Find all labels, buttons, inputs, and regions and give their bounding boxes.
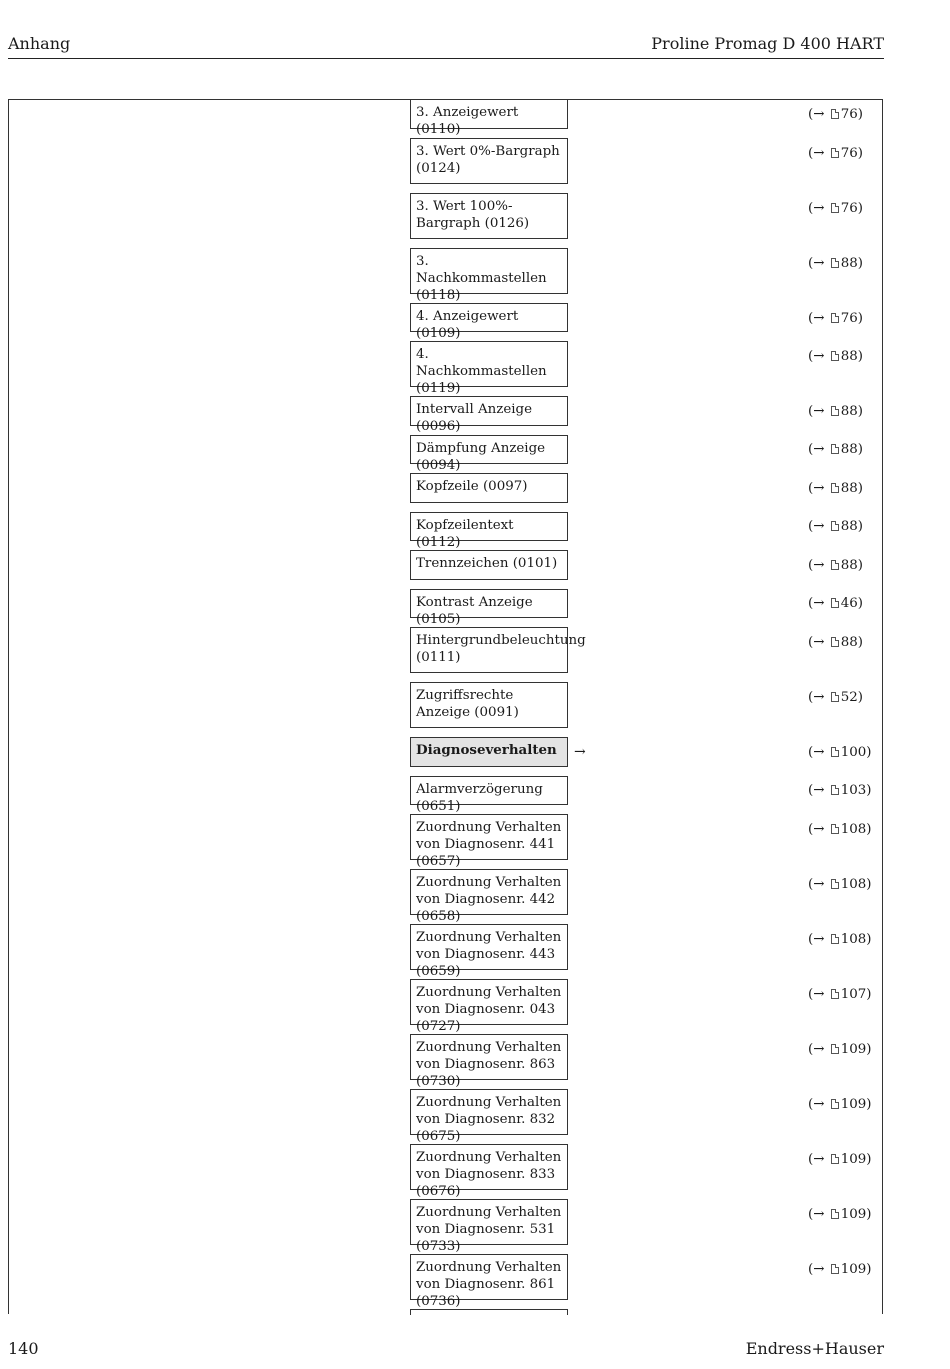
ref-close: )	[866, 1152, 872, 1167]
menu-node[interactable]: Kopfzeilentext (0112)	[410, 512, 568, 541]
ref-page: 88	[840, 635, 858, 650]
ref-close: )	[857, 690, 863, 705]
ref-open: (→	[808, 877, 829, 892]
page-reference[interactable]	[808, 200, 863, 217]
ref-close: )	[866, 932, 872, 947]
product-title: Proline Promag D 400 HART	[651, 34, 884, 53]
ref-open: (→	[808, 146, 829, 161]
ref-close: )	[857, 596, 863, 611]
ref-close: )	[857, 635, 863, 650]
page-reference[interactable]	[808, 441, 863, 458]
ref-page: 46	[840, 596, 858, 611]
menu-node[interactable]: Zuordnung Verhalten von Diagnosenr. 861 (0736)	[410, 1254, 568, 1300]
ref-open: (→	[808, 404, 829, 419]
page-reference-icon	[831, 879, 839, 889]
company-name: Endress+Hauser	[745, 1339, 884, 1358]
ref-close: )	[857, 256, 863, 271]
ref-open: (→	[808, 201, 829, 216]
ref-page: 109	[840, 1262, 867, 1277]
ref-page: 108	[840, 932, 867, 947]
page-reference-icon	[831, 444, 839, 454]
page-reference[interactable]	[808, 403, 863, 420]
ref-close: )	[866, 1097, 872, 1112]
page-reference-icon	[831, 747, 839, 757]
page-reference[interactable]	[808, 1041, 872, 1058]
ref-page: 88	[840, 558, 858, 573]
section-title: Anhang	[8, 34, 71, 53]
page-reference[interactable]	[808, 348, 863, 365]
page-reference-icon	[831, 109, 839, 119]
ref-open: (→	[808, 1152, 829, 1167]
menu-node-diagnoseverhalten[interactable]: Diagnoseverhalten	[410, 737, 568, 767]
ref-close: )	[866, 745, 872, 760]
page-reference-icon	[831, 483, 839, 493]
ref-close: )	[857, 442, 863, 457]
page-reference[interactable]	[808, 744, 872, 761]
menu-node[interactable]: Zuordnung Verhalten von Diagnosenr. 441 (0657)	[410, 814, 568, 860]
ref-page: 88	[840, 256, 858, 271]
menu-node[interactable]: Zugriffsrechte Anzeige (0091)	[410, 682, 568, 728]
page-reference-icon	[831, 258, 839, 268]
ref-open: (→	[808, 349, 829, 364]
ref-close: )	[857, 311, 863, 326]
page-number: 140	[8, 1339, 39, 1358]
ref-open: (→	[808, 1262, 829, 1277]
ref-open: (→	[808, 783, 829, 798]
ref-page: 88	[840, 404, 858, 419]
page-reference[interactable]	[808, 106, 863, 123]
page-reference-icon	[831, 148, 839, 158]
ref-open: (→	[808, 558, 829, 573]
ref-open: (→	[808, 745, 829, 760]
ref-page: 100	[840, 745, 867, 760]
menu-node[interactable]: Zuordnung Verhalten von Diagnosenr. 832 (0675)	[410, 1089, 568, 1135]
ref-page: 109	[840, 1097, 867, 1112]
ref-open: (→	[808, 481, 829, 496]
ref-open: (→	[808, 256, 829, 271]
ref-page: 52	[840, 690, 858, 705]
ref-open: (→	[808, 635, 829, 650]
menu-node[interactable]: Zuordnung Verhalten von Diagnosenr. 863 (0730)	[410, 1034, 568, 1080]
page-reference-icon	[831, 406, 839, 416]
page-reference[interactable]	[808, 931, 872, 948]
page-reference[interactable]	[808, 876, 872, 893]
menu-node[interactable]: Zuordnung Verhalten von Diagnosenr. 531 (0733)	[410, 1199, 568, 1245]
ref-open: (→	[808, 1097, 829, 1112]
header-rule	[8, 58, 884, 59]
ref-page: 76	[840, 107, 858, 122]
ref-close: )	[857, 349, 863, 364]
menu-node[interactable]: Zuordnung Verhalten von Diagnosenr. 833 (0676)	[410, 1144, 568, 1190]
page-reference-icon	[831, 824, 839, 834]
page-reference-icon	[831, 1154, 839, 1164]
page-reference[interactable]	[808, 595, 863, 612]
page-reference[interactable]	[808, 689, 863, 706]
menu-node[interactable]: 3. Nachkommastellen (0118)	[410, 248, 568, 294]
ref-close: )	[857, 146, 863, 161]
menu-node[interactable]: 3. Wert 0%-Bargraph (0124)	[410, 138, 568, 184]
continued-node-edge	[410, 1309, 568, 1315]
ref-close: )	[866, 1262, 872, 1277]
menu-node[interactable]: Kopfzeile (0097)	[410, 473, 568, 503]
menu-node[interactable]: 4. Anzeigewert (0109)	[410, 303, 568, 332]
page-reference-icon	[831, 692, 839, 702]
page-reference[interactable]	[808, 821, 872, 838]
page-reference-icon	[831, 560, 839, 570]
page-reference[interactable]	[808, 518, 863, 535]
ref-close: )	[866, 877, 872, 892]
menu-node[interactable]: Alarmverzögerung (0651)	[410, 776, 568, 805]
ref-close: )	[866, 987, 872, 1002]
ref-page: 88	[840, 349, 858, 364]
menu-node[interactable]: 3. Wert 100%-Bargraph (0126)	[410, 193, 568, 239]
page-reference-icon	[831, 521, 839, 531]
page-reference-icon	[831, 598, 839, 608]
page-reference-icon	[831, 1264, 839, 1274]
ref-open: (→	[808, 107, 829, 122]
ref-page: 107	[840, 987, 867, 1002]
ref-close: )	[857, 481, 863, 496]
page-reference[interactable]	[808, 1096, 872, 1113]
page-reference[interactable]	[808, 145, 863, 162]
ref-open: (→	[808, 987, 829, 1002]
ref-page: 76	[840, 201, 858, 216]
page-reference-icon	[831, 637, 839, 647]
menu-node[interactable]: Trennzeichen (0101)	[410, 550, 568, 580]
ref-page: 108	[840, 877, 867, 892]
ref-open: (→	[808, 690, 829, 705]
menu-node[interactable]: Zuordnung Verhalten von Diagnosenr. 043 (0727)	[410, 979, 568, 1025]
ref-open: (→	[808, 596, 829, 611]
ref-page: 103	[840, 783, 867, 798]
page-reference[interactable]	[808, 634, 863, 651]
page-reference[interactable]	[808, 310, 863, 327]
menu-node[interactable]: Kontrast Anzeige (0105)	[410, 589, 568, 618]
page-reference[interactable]	[808, 255, 863, 272]
ref-close: )	[857, 201, 863, 216]
page-reference[interactable]	[808, 1151, 872, 1168]
menu-node[interactable]: Zuordnung Verhalten von Diagnosenr. 443 (0659)	[410, 924, 568, 970]
ref-close: )	[857, 558, 863, 573]
submenu-arrow-icon: →	[574, 744, 586, 760]
ref-close: )	[866, 783, 872, 798]
ref-page: 88	[840, 442, 858, 457]
ref-page: 109	[840, 1042, 867, 1057]
ref-close: )	[866, 1207, 872, 1222]
ref-page: 76	[840, 146, 858, 161]
ref-page: 109	[840, 1152, 867, 1167]
page-reference[interactable]	[808, 480, 863, 497]
ref-close: )	[866, 822, 872, 837]
page-reference[interactable]	[808, 1206, 872, 1223]
ref-open: (→	[808, 442, 829, 457]
page-reference[interactable]	[808, 557, 863, 574]
page-reference-icon	[831, 1099, 839, 1109]
menu-node[interactable]: 4. Nachkommastellen (0119)	[410, 341, 568, 387]
ref-page: 88	[840, 481, 858, 496]
ref-close: )	[857, 519, 863, 534]
ref-open: (→	[808, 822, 829, 837]
ref-page: 109	[840, 1207, 867, 1222]
menu-node[interactable]: Intervall Anzeige (0096)	[410, 396, 568, 426]
page-reference-icon	[831, 934, 839, 944]
menu-node[interactable]: Dämpfung Anzeige (0094)	[410, 435, 568, 464]
ref-open: (→	[808, 1207, 829, 1222]
page-reference-icon	[831, 989, 839, 999]
ref-open: (→	[808, 1042, 829, 1057]
page-reference-icon	[831, 785, 839, 795]
ref-open: (→	[808, 519, 829, 534]
ref-open: (→	[808, 932, 829, 947]
page-reference[interactable]	[808, 1261, 872, 1278]
ref-open: (→	[808, 311, 829, 326]
page-reference-icon	[831, 313, 839, 323]
page-reference-icon	[831, 1044, 839, 1054]
ref-close: )	[866, 1042, 872, 1057]
page-reference-icon	[831, 203, 839, 213]
menu-node[interactable]: 3. Anzeigewert (0110)	[410, 99, 568, 129]
ref-close: )	[857, 404, 863, 419]
ref-page: 108	[840, 822, 867, 837]
page-reference[interactable]	[808, 782, 872, 799]
menu-node[interactable]: Hintergrundbeleuchtung (0111)	[410, 627, 568, 673]
ref-page: 76	[840, 311, 858, 326]
page-reference[interactable]	[808, 986, 872, 1003]
ref-page: 88	[840, 519, 858, 534]
page-reference-icon	[831, 1209, 839, 1219]
ref-close: )	[857, 107, 863, 122]
page-reference-icon	[831, 351, 839, 361]
menu-node[interactable]: Zuordnung Verhalten von Diagnosenr. 442 (0658)	[410, 869, 568, 915]
